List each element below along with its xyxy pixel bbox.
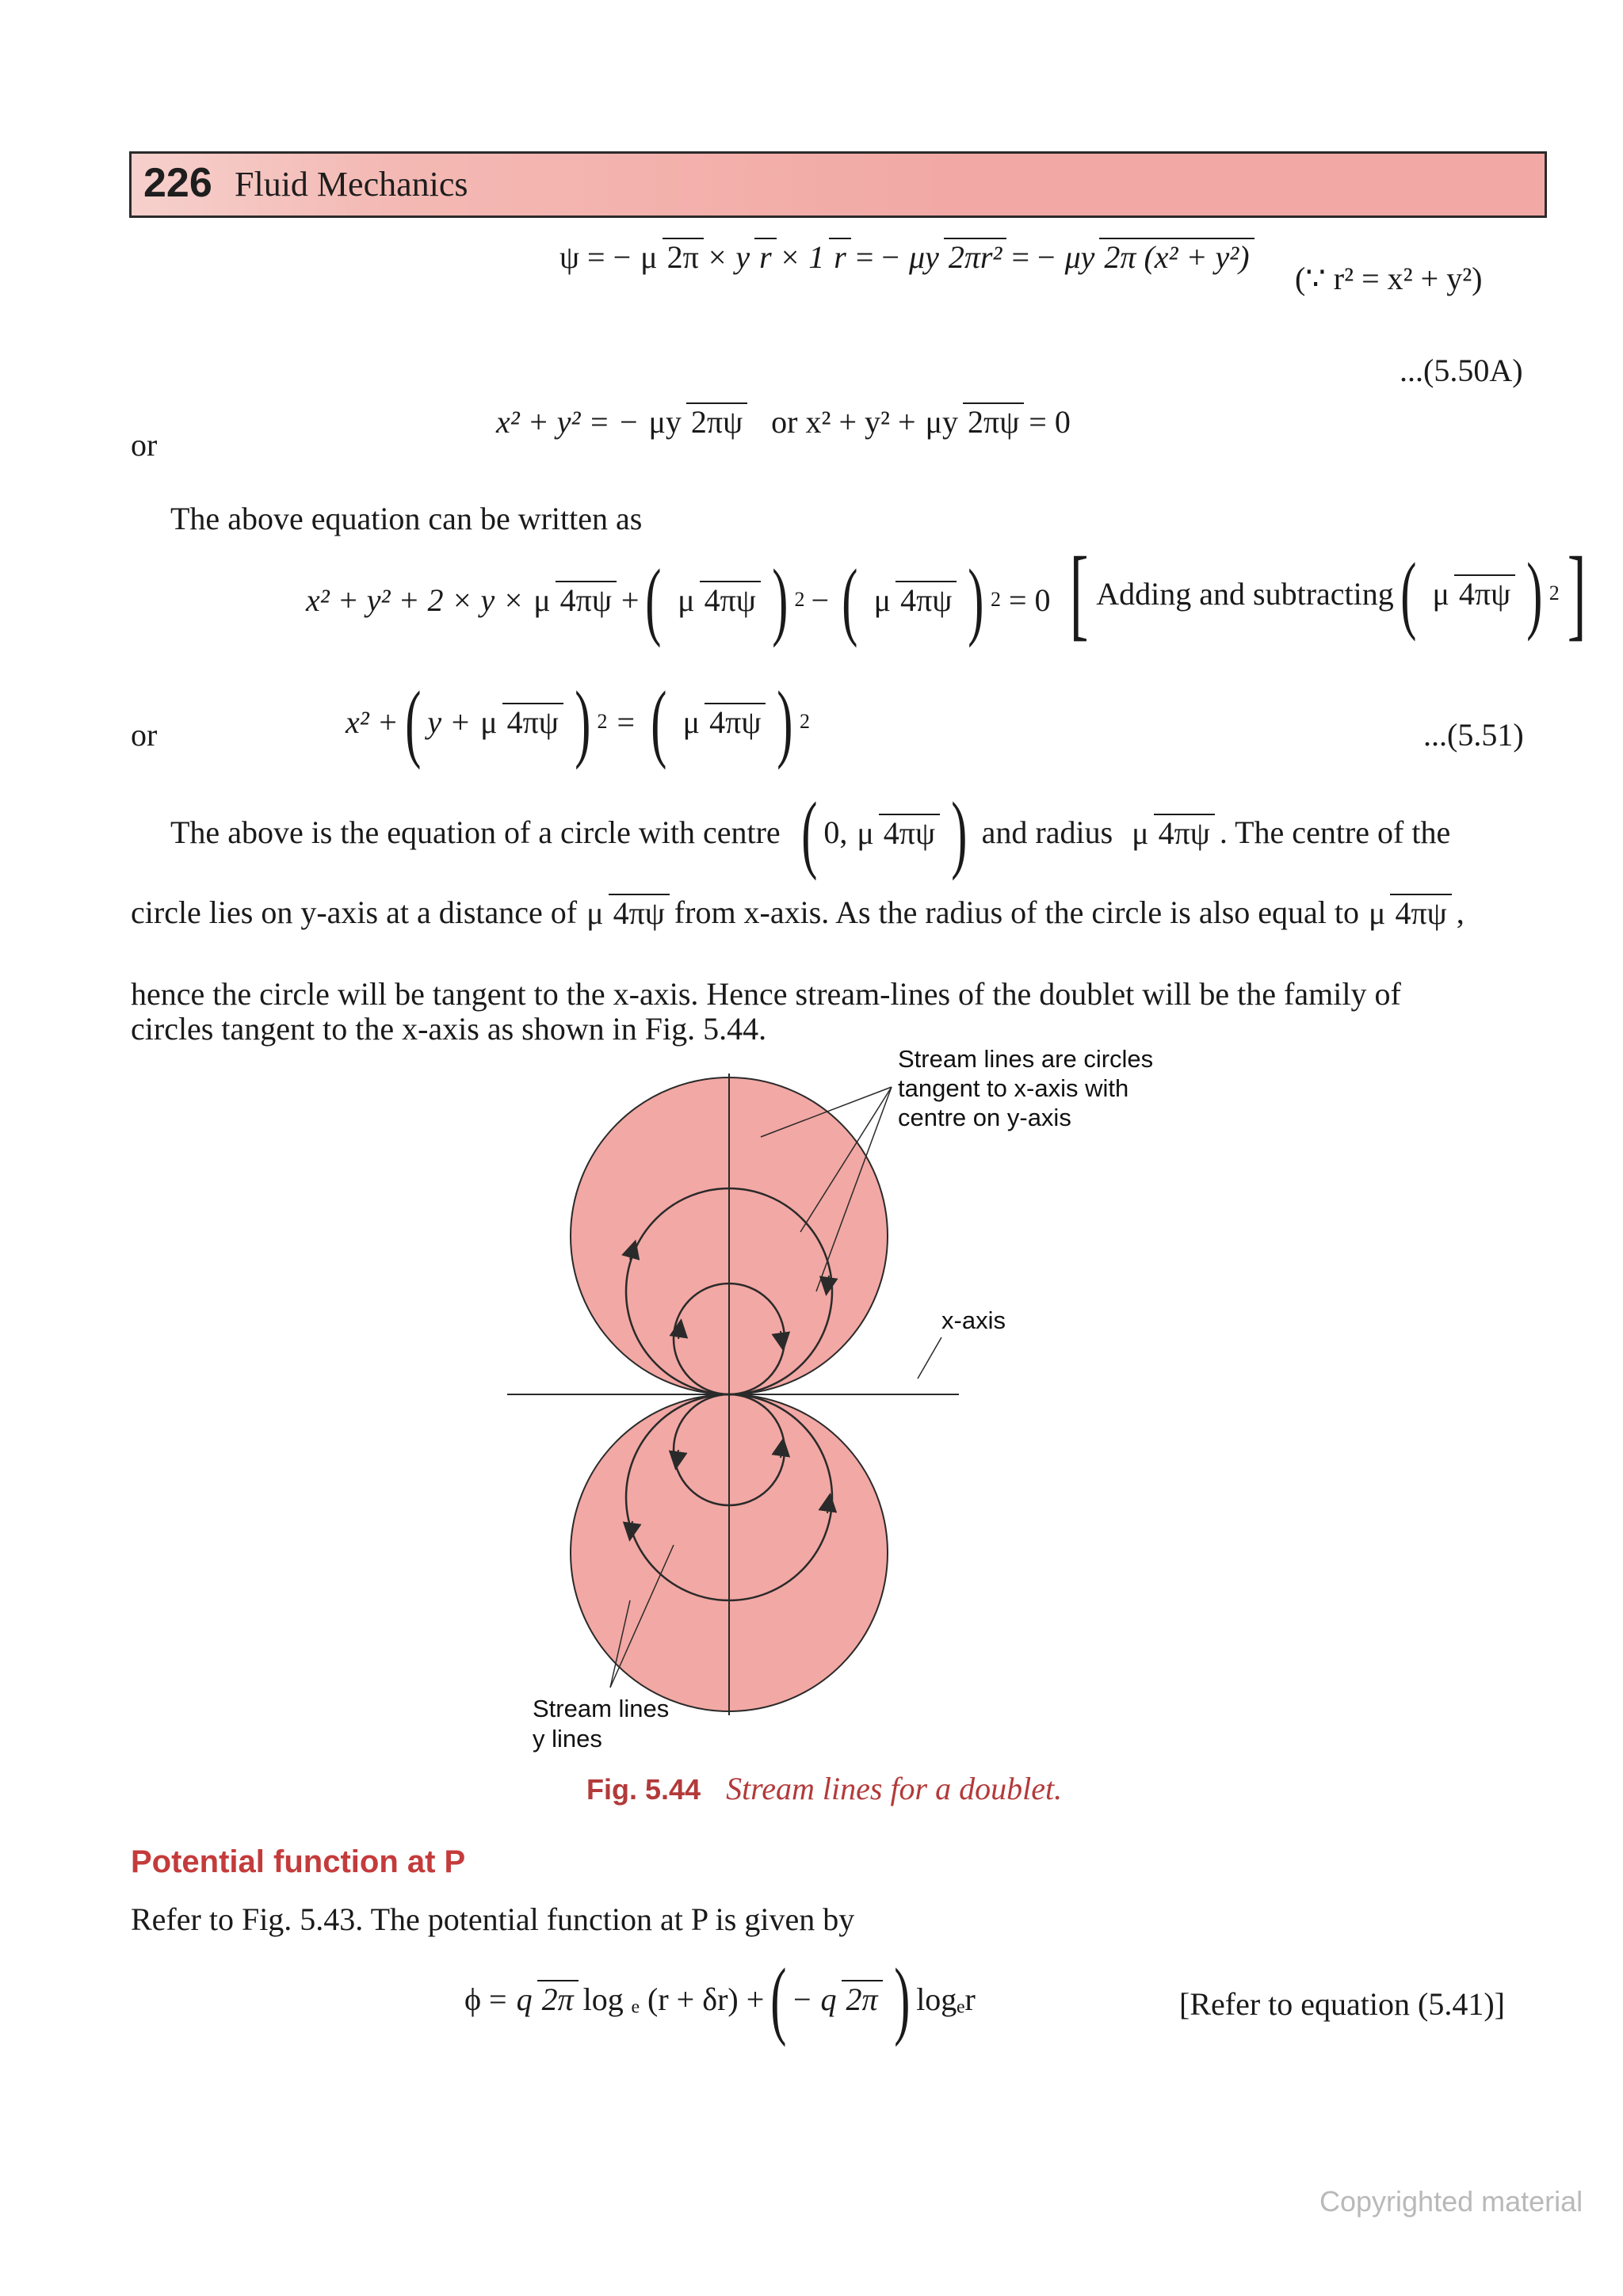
bracket-left: [ (1069, 536, 1089, 650)
fraction (529, 581, 617, 619)
fraction (512, 1980, 579, 2018)
figure-label-top-3: centre on y-axis (898, 1104, 1071, 1131)
paragraph-text: circle lies on y-axis at a distance of (131, 894, 578, 930)
exponent: 2 (794, 588, 805, 611)
doublet-streamlines-figure (444, 1038, 1062, 1751)
fraction-denominator: 2π (663, 238, 704, 276)
eq-text: × (781, 238, 800, 275)
fraction-numerator: μy (925, 404, 959, 440)
fraction-numerator: μ (682, 704, 701, 740)
figure-caption (586, 1770, 1062, 1807)
fraction-numerator: μ (640, 239, 658, 275)
fraction (921, 402, 1025, 441)
fraction (904, 238, 1006, 276)
paragraph-circle-line3: hence the circle will be tangent to the x-axis. Hence stream-lines of the doublet will be the family of (131, 976, 1401, 1012)
figure-caption-number: Fig. 5.44 (586, 1773, 701, 1806)
fraction-denominator: 2π (842, 1980, 883, 2018)
eq-text: = (617, 704, 636, 740)
exponent: 2 (800, 710, 810, 733)
paragraph-text: . The centre of the (1219, 814, 1451, 850)
paren-right: ) (893, 1951, 910, 2047)
paren-right: ) (575, 673, 591, 770)
eq-text: = − (1011, 238, 1056, 275)
fraction (1427, 574, 1515, 612)
eq-text: or x² + y² + (771, 403, 916, 440)
fraction-numerator: μ (533, 582, 551, 618)
eq-text: + (621, 582, 640, 618)
eq-text: × (708, 238, 727, 275)
fraction-denominator: 4πψ (556, 581, 617, 619)
eq-text: log ₑ (r + δr) + (582, 1981, 765, 2017)
fraction-denominator: r (829, 238, 851, 276)
paren-right: ) (968, 551, 984, 648)
fraction (582, 894, 670, 932)
figure-caption-text: Stream lines for a doublet. (726, 1771, 1063, 1806)
fraction (852, 814, 940, 852)
exponent: 2 (1549, 582, 1560, 605)
equation-circle-form (496, 402, 1071, 441)
eq-text: logₑr (916, 1981, 976, 2017)
fraction-denominator: 4πψ (700, 581, 761, 619)
fraction-numerator: μ (586, 895, 604, 931)
fraction-numerator: μ (480, 704, 498, 740)
page-number: 226 (143, 160, 212, 206)
equation-expanded (306, 551, 1051, 648)
fraction (869, 581, 957, 619)
fraction (673, 581, 761, 619)
paren-left: ( (800, 784, 818, 881)
eq-text: − (792, 1981, 812, 2017)
equation-note: [Refer to equation (5.41)] (1179, 1986, 1505, 2022)
paragraph-text: , (1456, 894, 1465, 930)
paren-left: ( (645, 551, 662, 648)
figure-label-bottom-1: Stream lines (533, 1695, 670, 1722)
paren-right: ) (1526, 545, 1543, 642)
fraction-denominator: 4πψ (1390, 894, 1451, 932)
fraction-numerator: q (516, 1981, 533, 2017)
figure-label-x-axis: x-axis (941, 1306, 1006, 1334)
fraction-denominator: 4πψ (609, 894, 670, 932)
fraction-denominator: 4πψ (705, 703, 766, 741)
fraction (804, 238, 851, 276)
or-connector: or (131, 427, 158, 463)
paren-left: ( (842, 551, 858, 648)
eq-text: ψ = − (559, 238, 632, 275)
paragraph-text: from x-axis. As the radius of the circle is also equal to (674, 894, 1360, 930)
paragraph-text: and radius (981, 814, 1113, 850)
fraction (816, 1980, 883, 2018)
eq-text: Adding and subtracting (1096, 575, 1394, 612)
fraction-denominator: 2πψ (963, 402, 1024, 441)
equation-note: (∵ r² = x² + y²) (1295, 261, 1483, 296)
fraction-numerator: 1 (808, 239, 825, 275)
equation-potential (464, 1951, 976, 2047)
fraction (1364, 894, 1452, 932)
eq-text: ϕ = (464, 1981, 507, 2017)
fraction-denominator: 4πψ (502, 703, 563, 741)
equation-5-50a (559, 238, 1259, 276)
book-title: Fluid Mechanics (235, 165, 468, 204)
fraction (1127, 814, 1215, 852)
paren-left: ( (1400, 545, 1417, 642)
section-heading: Potential function at P (131, 1844, 466, 1879)
fraction-denominator: 2πr² (944, 238, 1007, 276)
paren-right: ) (951, 784, 968, 881)
fraction-denominator: 4πψ (1154, 814, 1215, 852)
exponent: 2 (990, 588, 1001, 611)
fraction (475, 703, 563, 741)
fraction-numerator: μy (908, 239, 939, 275)
paren-left: ( (651, 673, 667, 770)
fraction-numerator: y (735, 239, 750, 275)
fraction-denominator: 2π (537, 1980, 579, 2018)
leader-line (918, 1337, 941, 1379)
eq-text: x² + y² + 2 × y × (306, 582, 525, 618)
paragraph-text: The above is the equation of a circle with centre (170, 814, 781, 850)
fraction-denominator: r (754, 238, 777, 276)
fraction-numerator: μy (648, 404, 682, 440)
fraction (636, 238, 704, 276)
equation-label: ...(5.50A) (1400, 353, 1523, 388)
paragraph-circle-line2 (131, 894, 1465, 932)
fraction-numerator: μ (873, 582, 892, 618)
paragraph-text: 0, (823, 814, 848, 850)
fraction-numerator: q (820, 1981, 837, 2017)
fraction-numerator: μy (1064, 239, 1095, 275)
figure-label-bottom-2: y lines (533, 1725, 602, 1753)
eq-text: = 0 (1029, 403, 1071, 440)
paren-right: ) (772, 551, 789, 648)
fraction (731, 238, 776, 276)
equation-label: ...(5.51) (1423, 717, 1524, 753)
figure-label-top-2: tangent to x-axis with (898, 1074, 1129, 1102)
fraction-denominator: 2πψ (686, 402, 747, 441)
fraction (1060, 238, 1254, 276)
paragraph-refer: Refer to Fig. 5.43. The potential function at P is given by (131, 1901, 855, 1937)
eq-text: y + (427, 704, 472, 740)
paragraph-written-as: The above equation can be written as (170, 501, 643, 536)
copyright-watermark: Copyrighted material (1319, 2185, 1583, 2218)
fraction-numerator: μ (678, 582, 695, 618)
eq-text: x² + y² = − (496, 403, 640, 440)
fraction (678, 703, 766, 741)
fraction-numerator: μ (1369, 895, 1386, 931)
fraction-denominator: 2π (x² + y²) (1099, 238, 1254, 276)
figure-label-top-1: Stream lines are circles (898, 1045, 1154, 1073)
eq-text: = 0 (1008, 582, 1051, 618)
fraction (643, 402, 747, 441)
eq-text: − (811, 582, 829, 618)
exponent: 2 (597, 710, 608, 733)
bracket-right: ] (1567, 536, 1587, 650)
equation-note-bracket (1062, 536, 1594, 650)
eq-text: x² + (346, 704, 399, 740)
fraction-numerator: μ (1132, 815, 1149, 851)
paragraph-circle-line1 (170, 784, 1451, 881)
eq-text: = − (855, 238, 899, 275)
fraction-denominator: 4πψ (879, 814, 940, 852)
fraction-denominator: 4πψ (1454, 574, 1515, 612)
fraction-numerator: μ (857, 815, 874, 851)
fraction-denominator: 4πψ (896, 581, 957, 619)
paren-left: ( (404, 673, 422, 770)
or-connector: or (131, 717, 158, 753)
paragraph-circle-line4: circles tangent to the x-axis as shown in Fig. 5.44. (131, 1011, 767, 1047)
fraction-numerator: μ (1432, 576, 1449, 612)
paren-left: ( (770, 1951, 787, 2047)
paren-right: ) (777, 673, 793, 770)
equation-5-51 (346, 673, 810, 770)
